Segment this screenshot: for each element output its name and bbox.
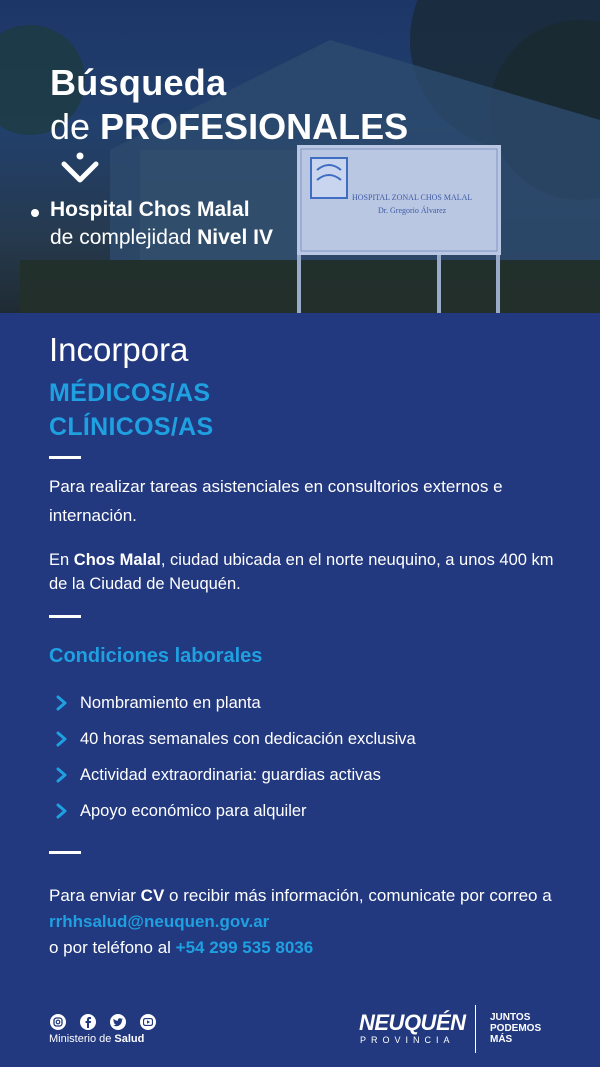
list-item bbox=[55, 757, 416, 793]
conditions-title: Condiciones laborales bbox=[49, 645, 263, 667]
job-description: Para realizar tareas asistenciales en consultorios externos e internación. bbox=[49, 477, 503, 525]
location-text: En Chos Malal, ciudad ubicada en el norte neuquino, a unos 400 km de la Ciudad de Neuquén. bbox=[49, 551, 554, 593]
bullet-dot bbox=[31, 209, 39, 217]
chevron-right-icon bbox=[55, 731, 69, 747]
list-item bbox=[55, 685, 416, 721]
phone-link[interactable]: +54 299 535 8036 bbox=[175, 938, 314, 957]
sign-text-1: HOSPITAL ZONAL CHOS MALAL bbox=[352, 193, 473, 202]
chevron-right-icon bbox=[55, 695, 69, 711]
divider bbox=[475, 1005, 476, 1053]
content-section bbox=[0, 313, 600, 1067]
condition-text: Actividad extraordinaria: guardias activas bbox=[80, 765, 381, 784]
chevron-right-icon bbox=[55, 767, 69, 783]
hospital-complexity: de complejidad Nivel IV bbox=[50, 226, 273, 249]
incorpora-heading: Incorpora bbox=[49, 331, 189, 368]
social-links bbox=[50, 1014, 156, 1030]
provincia-label: PROVINCIA bbox=[360, 1035, 455, 1045]
email-link[interactable]: rrhhsalud@neuquen.gov.ar bbox=[49, 912, 270, 931]
instagram-icon[interactable] bbox=[50, 1014, 66, 1030]
hospital-name: Hospital Chos Malal bbox=[50, 198, 250, 221]
condition-text: Apoyo económico para alquiler bbox=[80, 801, 307, 820]
conditions-list bbox=[55, 685, 416, 829]
role-line1: MÉDICOS/AS bbox=[49, 379, 211, 407]
divider bbox=[49, 851, 81, 854]
condition-text: Nombramiento en planta bbox=[80, 693, 261, 712]
ministerio-label: Ministerio de Salud bbox=[49, 1033, 145, 1045]
neuquen-logo: NEUQUÉN bbox=[359, 1010, 466, 1035]
youtube-icon[interactable] bbox=[140, 1014, 156, 1030]
list-item bbox=[55, 793, 416, 829]
list-item bbox=[55, 721, 416, 757]
chevron-right-icon bbox=[55, 803, 69, 819]
twitter-icon[interactable] bbox=[110, 1014, 126, 1030]
slogan: JUNTOS PODEMOS MÁS bbox=[490, 1012, 542, 1045]
footer bbox=[0, 993, 600, 1067]
sign-text-2: Dr. Gregorio Álvarez bbox=[378, 206, 447, 215]
hero-banner bbox=[0, 0, 600, 313]
chevron-down-icon bbox=[60, 152, 100, 184]
facebook-icon[interactable] bbox=[80, 1014, 96, 1030]
role-line2: CLÍNICOS/AS bbox=[49, 413, 214, 441]
condition-text: 40 horas semanales con dedicación exclusiva bbox=[80, 729, 416, 748]
divider bbox=[49, 456, 81, 459]
divider bbox=[49, 615, 81, 618]
hero-title-line2: de PROFESIONALES bbox=[50, 106, 409, 147]
hero-title-line1: Búsqueda bbox=[50, 62, 227, 103]
contact-info: Para enviar CV o recibir más información, comunicate por correo a rrhhsalud@neuquen.gov.ar o por teléfono al +54 299 535 8036 bbox=[49, 886, 552, 957]
